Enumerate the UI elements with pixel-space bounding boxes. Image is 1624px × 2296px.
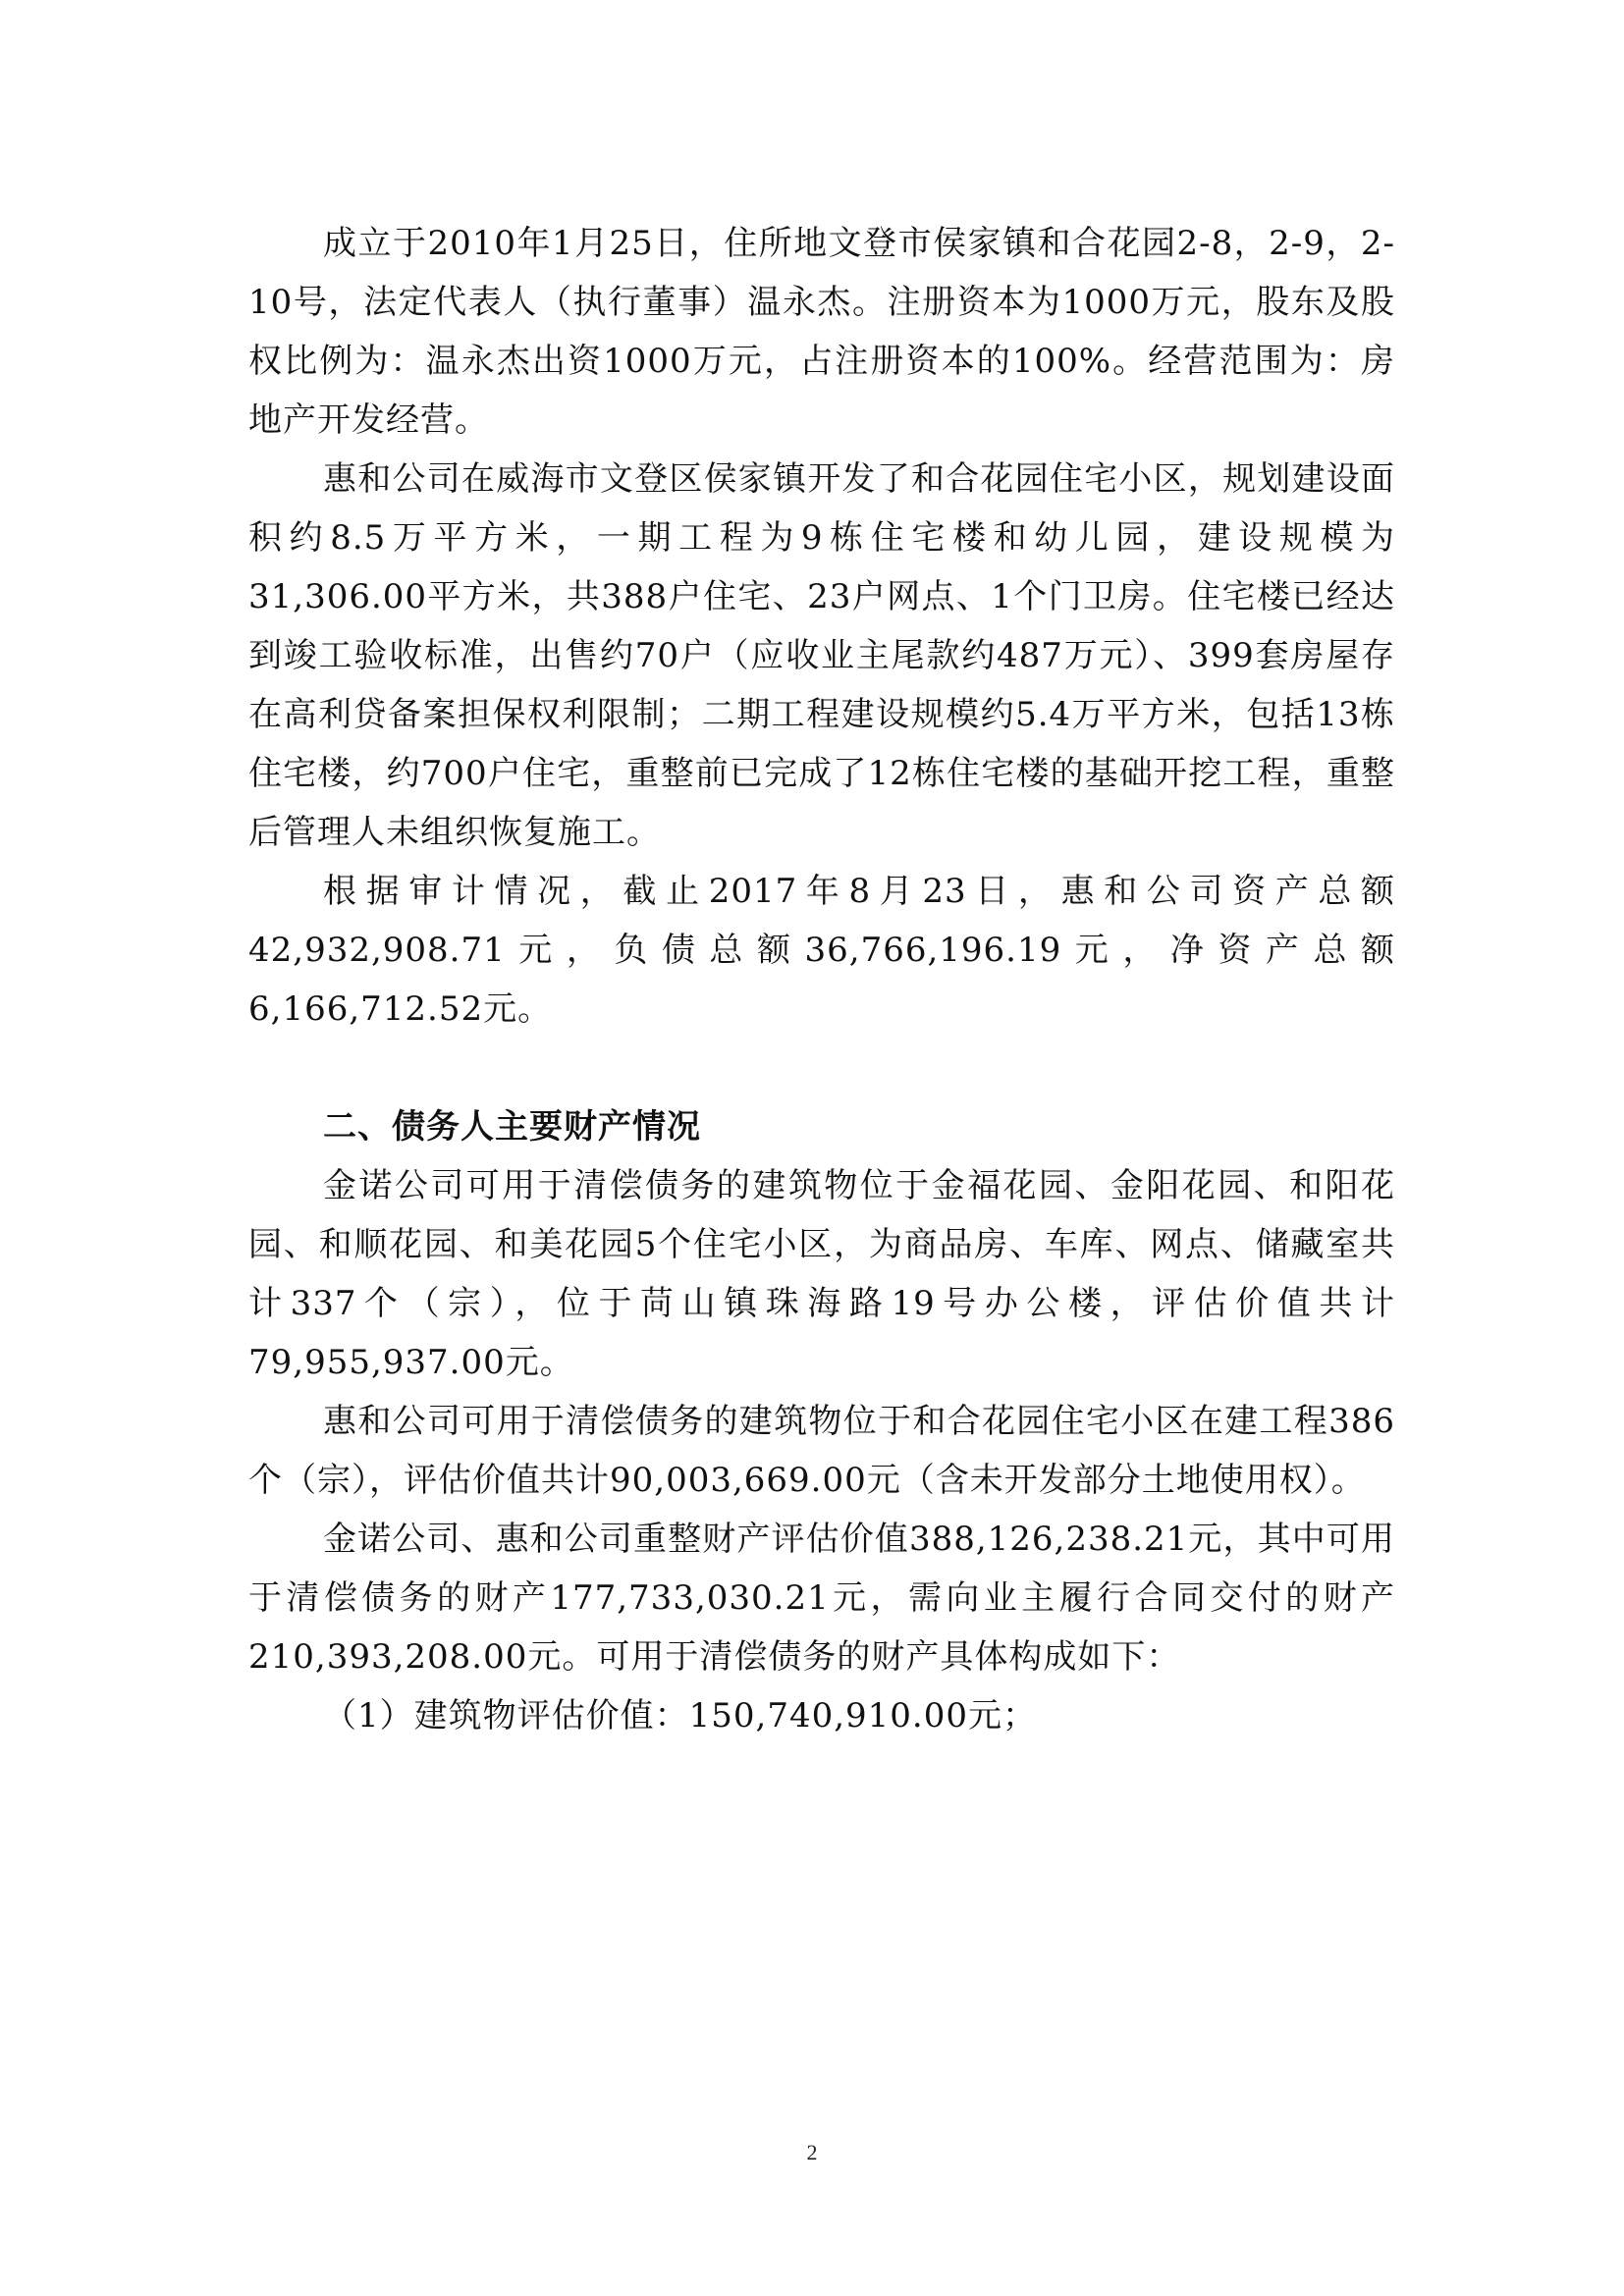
paragraph-audit-summary: 根据审计情况，截止2017年8月23日，惠和公司资产总额42,932,908.71元，负债总额36,766,196.19元，净资产总额6,166,712.52元。 (248, 872, 1395, 1029)
section-heading-debtor-assets: 二、债务人主要财产情况 (323, 1107, 701, 1147)
paragraph-company-establishment: 成立于2010年1月25日，住所地文登市侯家镇和合花园2-8，2-9，2-10号，法定代表人（执行董事）温永杰。注册资本为1000万元，股东及股权比例为：温永杰出资1000万元，占注册资本的100%。经营范围为：房地产开发经营。 (248, 224, 1395, 440)
document-body (248, 214, 1395, 1745)
page-number: 2 (806, 2140, 818, 2164)
paragraph-restructuring-valuation: 金诺公司、惠和公司重整财产评估价值388,126,238.21元，其中可用于清偿债务的财产177,733,030.21元，需向业主履行合同交付的财产210,393,208.00元。可用于清偿债务的财产具体构成如下： (248, 1520, 1395, 1677)
paragraph-huihe-assets: 惠和公司可用于清偿债务的建筑物位于和合花园住宅小区在建工程386个（宗），评估价值共计90,003,669.00元（含未开发部分土地使用权）。 (248, 1402, 1395, 1500)
paragraph-huihe-development: 惠和公司在威海市文登区侯家镇开发了和合花园住宅小区，规划建设面积约8.5万平方米，一期工程为9栋住宅楼和幼儿园，建设规模为31,306.00平方米，共388户住宅、23户网点、1个门卫房。住宅楼已经达到竣工验收标准，出售约70户（应收业主尾款约487万元）、399套房屋存在高利贷备案担保权利限制；二期工程建设规模约5.4万平方米，包括13栋住宅楼，约700户住宅，重整前已完成了12栋住宅楼的基础开挖工程，重整后管理人未组织恢复施工。 (248, 459, 1395, 852)
paragraph-jinnuo-assets: 金诺公司可用于清偿债务的建筑物位于金福花园、金阳花园、和阳花园、和顺花园、和美花园5个住宅小区，为商品房、车库、网点、储藏室共计337个（宗），位于苘山镇珠海路19号办公楼，评估价值共计79,955,937.00元。 (248, 1166, 1395, 1382)
list-item-building-valuation: （1）建筑物评估价值：150,740,910.00元； (323, 1696, 1038, 1735)
